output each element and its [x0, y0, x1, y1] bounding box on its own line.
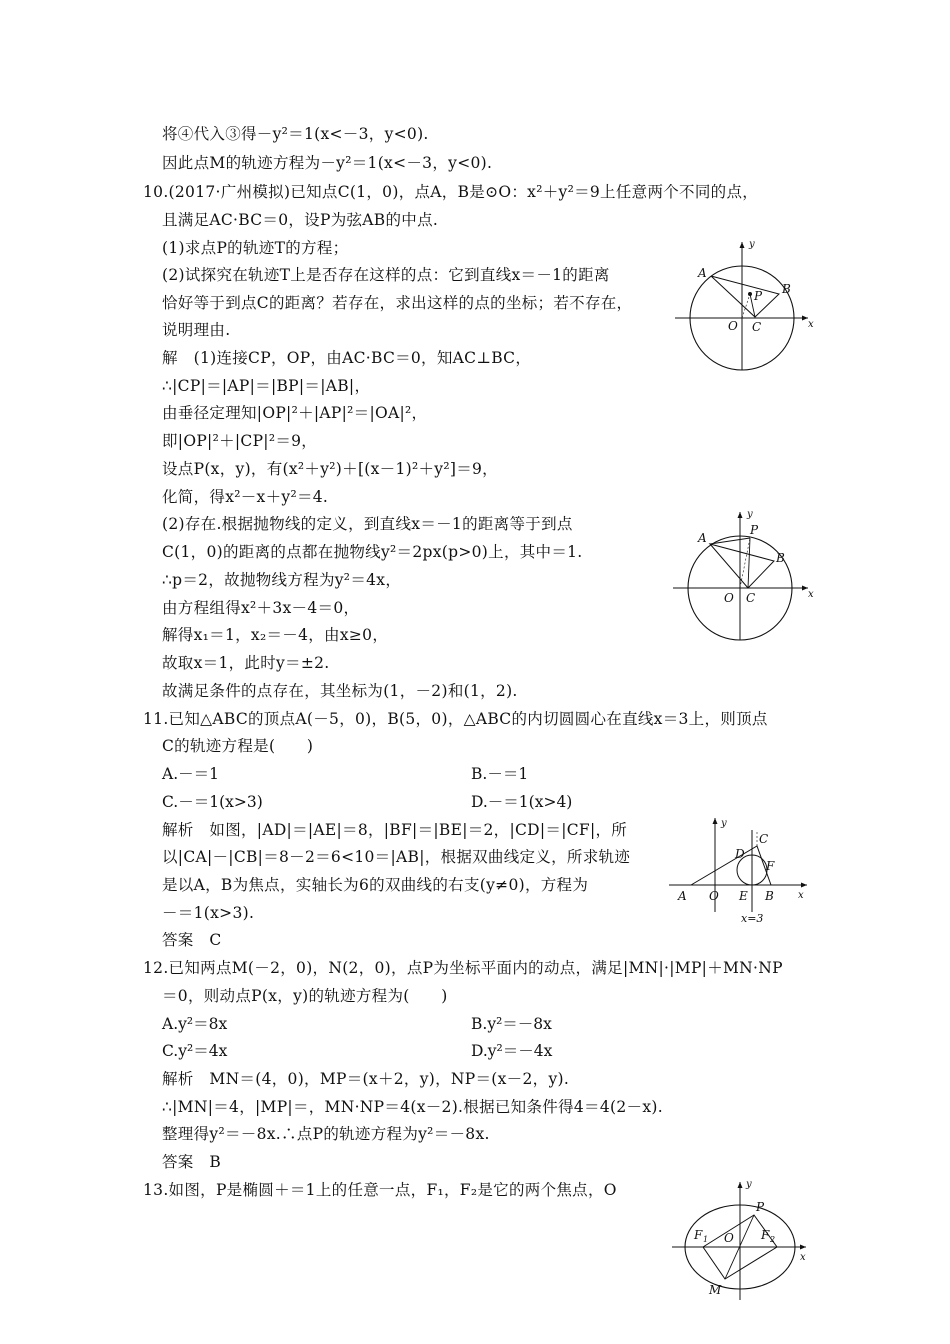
point-label-f2-sub: 2	[770, 1235, 776, 1244]
text-line: ∴|CP|＝|AP|＝|BP|＝|AB|，	[162, 377, 371, 395]
answer-12: 答案 B	[162, 1153, 222, 1171]
problem-13-title: 13.如图，P是椭圆＋＝1上的任意一点，F₁，F₂是它的两个焦点，O	[143, 1181, 617, 1199]
point-label-f1-sub: 1	[703, 1235, 709, 1244]
text-line: 因此点M的轨迹方程为－y²＝1(x<－3，y<0).	[162, 154, 493, 172]
option-d: D.y²＝－4x	[471, 1042, 553, 1060]
text-line: 由垂径定理知|OP|²＋|AP|²＝|OA|²，	[162, 404, 428, 422]
point-label-d: D	[735, 847, 745, 861]
text-line: 将④代入③得－y²＝1(x<－3，y<0).	[162, 125, 429, 143]
text-line: 且满足AC·BC＝0，设P为弦AB的中点.	[162, 211, 439, 229]
option-a: A.y²＝8x	[162, 1015, 228, 1033]
text-line: 恰好等于到点C的距离？若存在，求出这样的点的坐标；若不存在，	[162, 294, 633, 312]
point-label-c: C	[759, 832, 769, 846]
text-line: C的轨迹方程是( )	[162, 737, 314, 755]
analysis-12: 解析 MN＝(4，0)，MP＝(x＋2，y)，NP＝(x－2，y).	[162, 1070, 570, 1088]
point-label-p: P	[750, 523, 759, 537]
axis-label-y: y	[721, 818, 727, 829]
text-line: ＝0，则动点P(x，y)的轨迹方程为( )	[162, 987, 448, 1005]
point-label-a: A	[698, 266, 707, 280]
problem-10-title: 10.(2017·广州模拟)已知点C(1，0)，点A，B是⊙O：x²＋y²＝9上任意两个不同的点，	[143, 183, 759, 201]
text-line: ∴|MN|＝4，|MP|＝，MN·NP＝4(x－2).根据已知条件得4＝4(2－x).	[162, 1098, 663, 1116]
text-line: 故取x＝1，此时y＝±2.	[162, 654, 330, 672]
figure-triangle-incircle	[665, 812, 815, 927]
text-line: 说明理由.	[162, 321, 231, 339]
axis-label-x: x	[800, 1252, 806, 1263]
text-line: 化简，得x²－x＋y²＝4.	[162, 488, 329, 506]
answer-11: 答案 C	[162, 931, 222, 949]
option-a: A.－＝1	[162, 765, 219, 783]
text-line: 整理得y²＝－8x.∴点P的轨迹方程为y²＝－8x.	[162, 1125, 490, 1143]
text-line: －＝1(x>3).	[162, 904, 255, 922]
axis-label-x: x	[798, 890, 804, 901]
axis-label-x: x	[808, 589, 814, 600]
point-label-p: P	[754, 289, 763, 303]
figure-ellipse	[668, 1176, 818, 1306]
point-label-f1: F	[694, 1228, 703, 1242]
text-line: 故满足条件的点存在，其坐标为(1，－2)和(1，2).	[162, 682, 518, 700]
option-b: B.－＝1	[471, 765, 529, 783]
line-label-x3: x=3	[741, 912, 764, 925]
text-line: ∴p＝2，故抛物线方程为y²＝4x，	[162, 571, 402, 589]
point-label-o: O	[709, 889, 719, 903]
point-label-b: B	[776, 551, 785, 565]
text-line: 即|OP|²＋|CP|²＝9，	[162, 432, 318, 450]
point-label-e: E	[739, 889, 748, 903]
point-label-o: O	[724, 1231, 734, 1245]
option-d: D.－＝1(x>4)	[471, 793, 573, 811]
point-label-f2: F	[761, 1228, 770, 1242]
figure-circle-2	[668, 506, 818, 646]
axis-label-x: x	[808, 319, 814, 330]
figure-circle-1	[670, 236, 820, 376]
text-line: 设点P(x，y)，有(x²＋y²)＋[(x－1)²＋y²]＝9，	[162, 460, 498, 478]
text-line: (1)求点P的轨迹T的方程；	[162, 239, 349, 257]
point-label-c: C	[746, 591, 756, 605]
text-line: 由方程组得x²＋3x－4＝0，	[162, 599, 360, 617]
text-line: (2)存在.根据抛物线的定义，到直线x＝－1的距离等于到点	[162, 515, 573, 533]
point-label-o: O	[728, 319, 738, 333]
point-label-m: M	[709, 1283, 722, 1297]
point-label-a: A	[698, 531, 707, 545]
point-label-f: F	[766, 859, 775, 873]
problem-12-title: 12.已知两点M(－2，0)，N(2，0)，点P为坐标平面内的动点，满足|MN|·|MP|＋MN·NP	[143, 959, 783, 977]
text-line: C(1，0)的距离的点都在抛物线y²＝2px(p>0)上，其中＝1.	[162, 543, 583, 561]
text-line: 以|CA|－|CB|＝8－2＝6<10＝|AB|，根据双曲线定义，所求轨迹	[162, 848, 631, 866]
point-label-a: A	[678, 889, 687, 903]
option-b: B.y²＝－8x	[471, 1015, 552, 1033]
problem-11-title: 11.已知△ABC的顶点A(－5，0)，B(5，0)，△ABC的内切圆圆心在直线x＝3上，则顶点	[143, 710, 768, 728]
point-label-b: B	[765, 889, 774, 903]
text-line: (2)试探究在轨迹T上是否存在这样的点：它到直线x＝－1的距离	[162, 266, 610, 284]
text-line: 是以A，B为焦点，实轴长为6的双曲线的右支(y≠0)，方程为	[162, 876, 589, 894]
analysis-11: 解析 如图，|AD|＝|AE|＝8，|BF|＝|BE|＝2，|CD|＝|CF|，所	[162, 821, 628, 839]
option-c: C.－＝1(x>3)	[162, 793, 263, 811]
text-line: 解得x₁＝1，x₂＝－4，由x≥0，	[162, 626, 389, 644]
axis-label-y: y	[749, 239, 755, 250]
option-c: C.y²＝4x	[162, 1042, 228, 1060]
point-label-p: P	[756, 1200, 765, 1214]
point-label-o: O	[724, 591, 734, 605]
axis-label-y: y	[747, 509, 753, 520]
axis-label-y: y	[746, 1179, 752, 1190]
solution-10-start: 解 (1)连接CP，OP，由AC·BC＝0，知AC⊥BC，	[162, 349, 532, 367]
point-label-b: B	[782, 282, 791, 296]
point-label-c: C	[752, 320, 762, 334]
